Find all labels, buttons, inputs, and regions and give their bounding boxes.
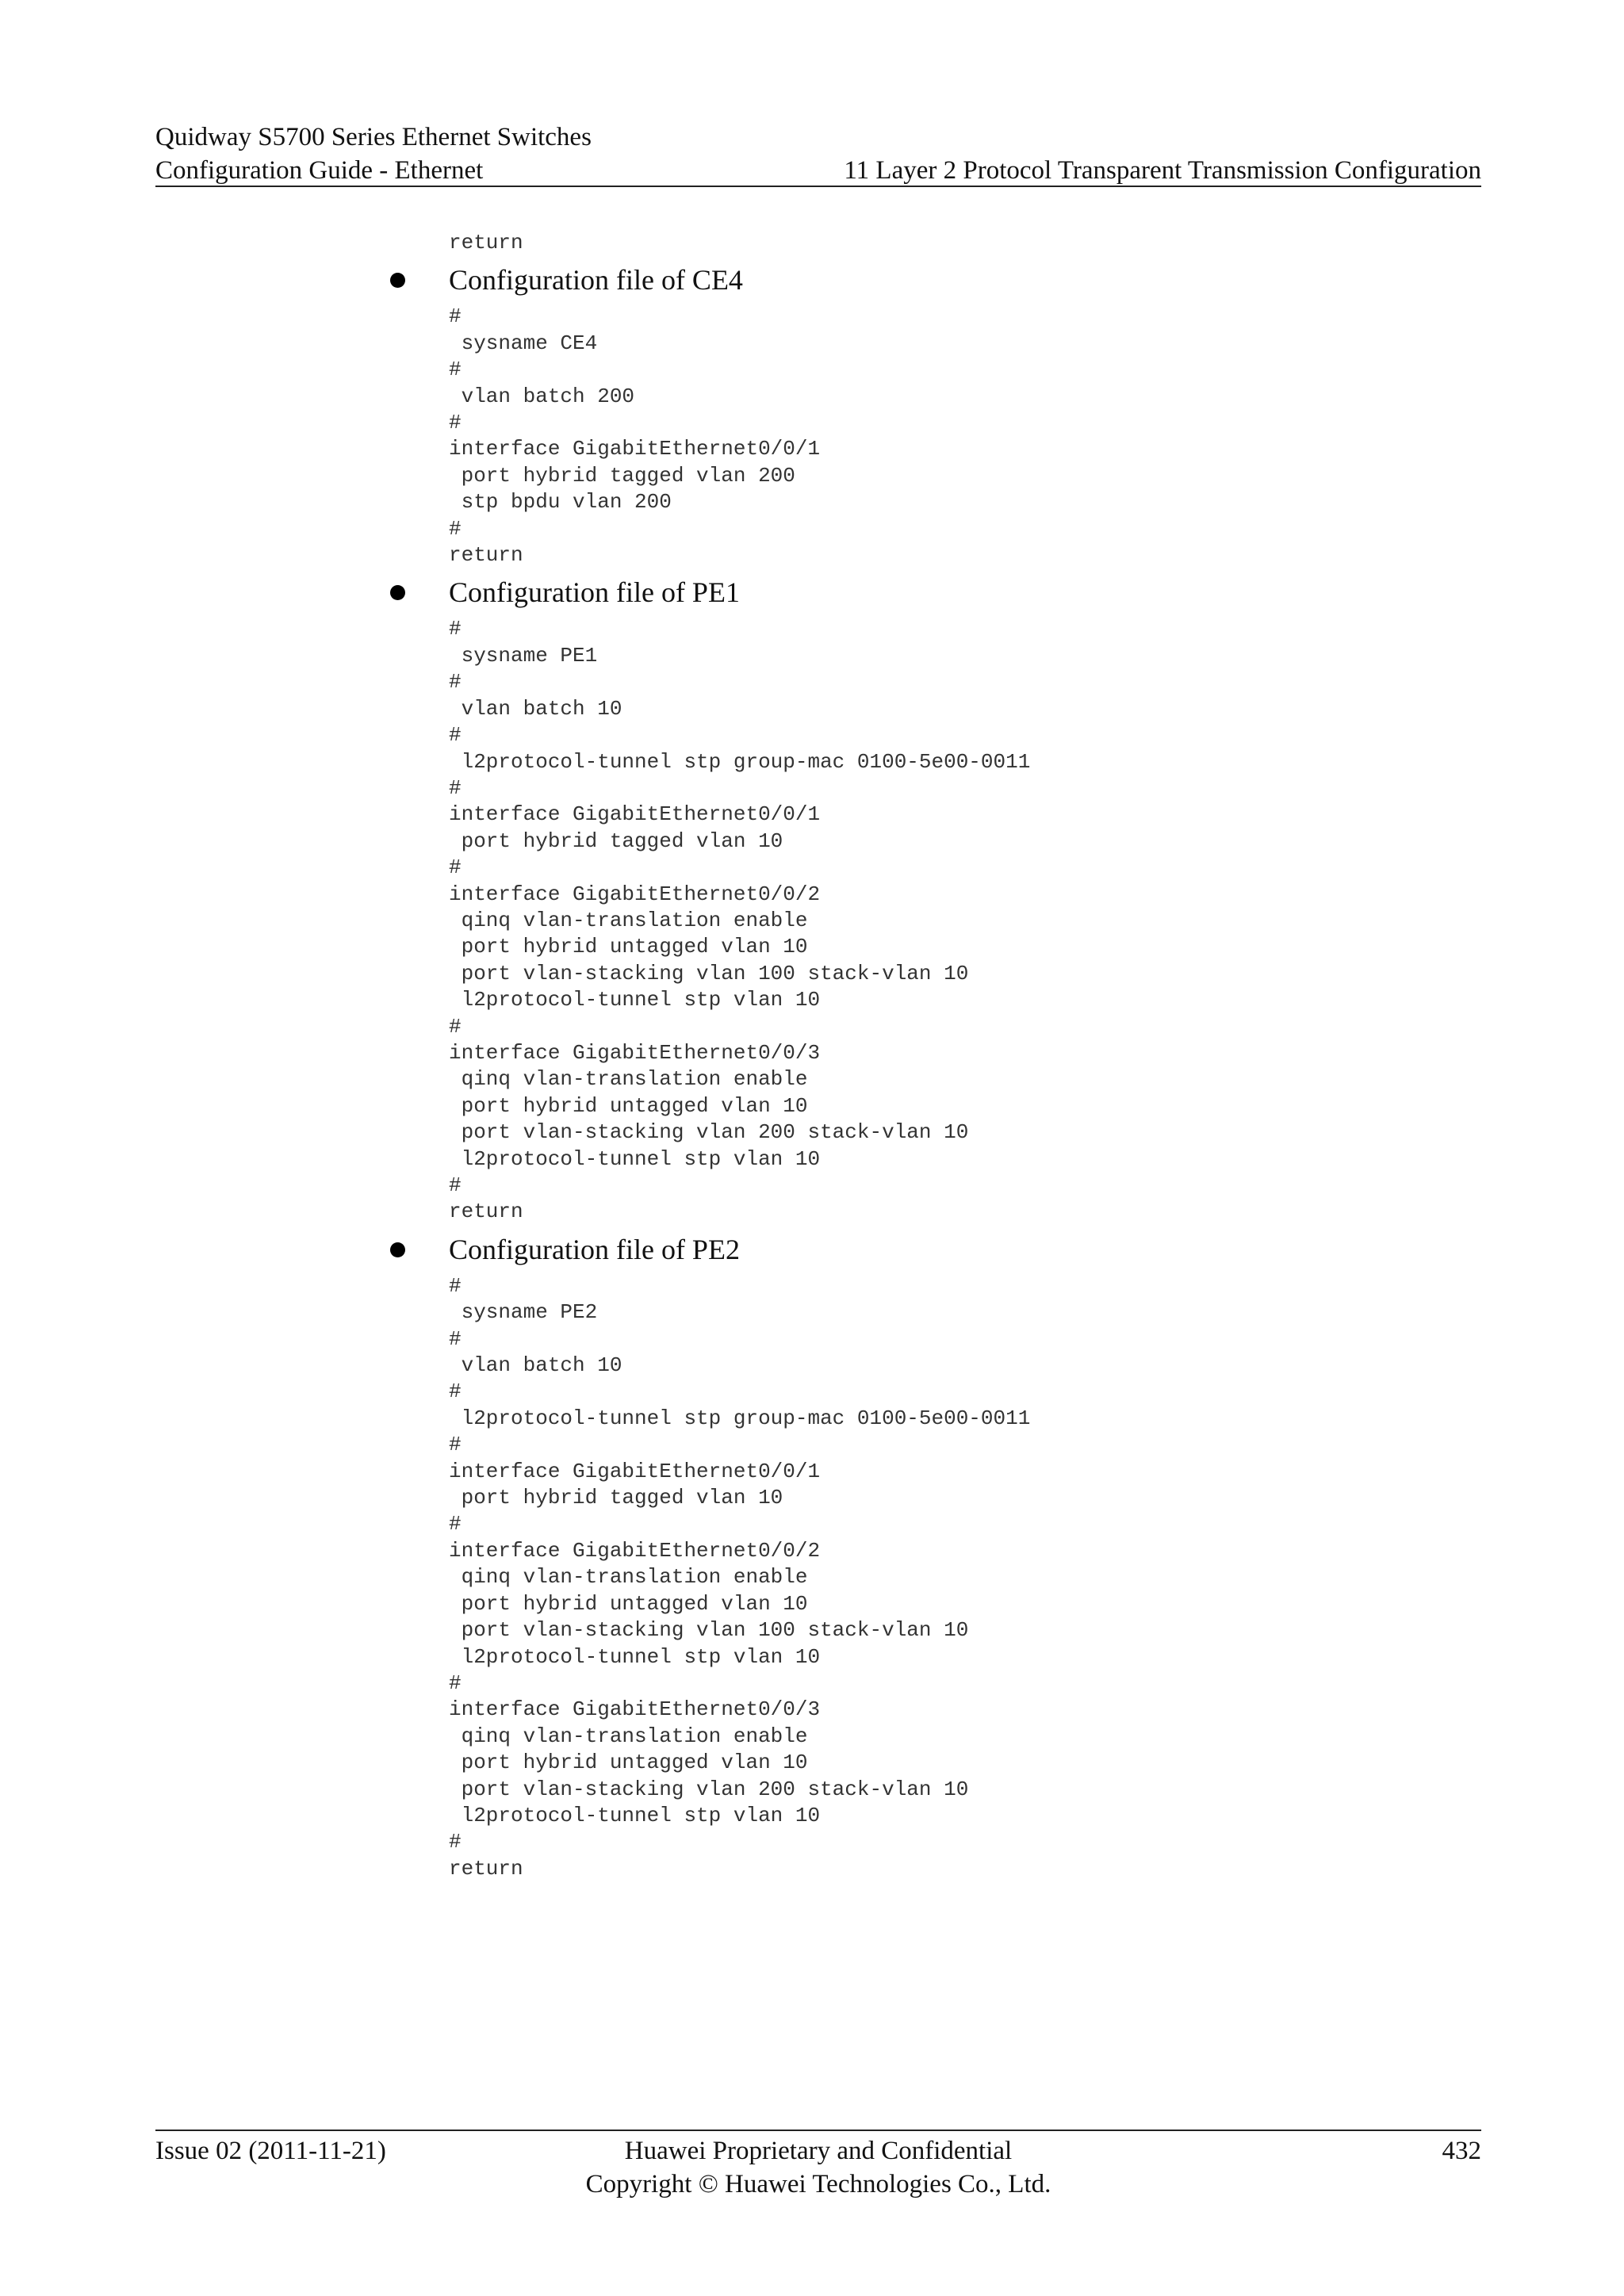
section-heading — [0, 256, 1624, 304]
section-title: Configuration file of PE2 — [449, 1233, 740, 1265]
chapter-title: 11 Layer 2 Protocol Transparent Transmission Configuration — [844, 156, 1481, 185]
bullet-icon — [390, 273, 405, 288]
bullet-icon — [390, 1242, 405, 1257]
section-heading — [0, 568, 1624, 616]
section-title: Configuration file of CE4 — [449, 264, 743, 297]
document-title: Quidway S5700 Series Ethernet Switches — [155, 123, 592, 151]
page-header — [155, 117, 1481, 186]
section-ce4 — [0, 256, 1624, 568]
section-title: Configuration file of PE1 — [449, 576, 740, 609]
code-block-ce4: # sysname CE4 # vlan batch 200 # interface GigabitEthernet0/0/1 port hybrid tagged vlan 200 stp bpdu vlan 200 # return — [449, 304, 821, 568]
section-pe1 — [0, 568, 1624, 1225]
guide-title: Configuration Guide - Ethernet — [155, 156, 484, 185]
footer-center — [155, 2134, 1481, 2201]
copyright-notice: Copyright © Huawei Technologies Co., Ltd. — [585, 2170, 1051, 2198]
page-footer — [155, 2134, 1481, 2206]
issue-label: Issue 02 (2011-11-21) — [155, 2137, 386, 2165]
bullet-icon — [390, 585, 405, 600]
code-block-pe1: # sysname PE1 # vlan batch 10 # l2protocol-tunnel stp group-mac 0100-5e00-0011 # interface GigabitEthernet0/0/1 port hybrid tagged vlan 10 # interface GigabitEthernet0/0/2 qinq vlan-translation enable port hybrid untagged vlan 10 port vlan-stacking vlan 100 stack-vlan 10 l2protocol-tunnel stp vlan 10 # interface GigabitEthernet0/0/3 qinq vlan-translation enable port hybrid untagged vlan 10 port vlan-stacking vlan 200 stack-vlan 10 l2protocol-tunnel stp vlan 10 # return — [449, 617, 1031, 1224]
code-block-intro: return — [449, 231, 523, 254]
page-number: 432 — [1442, 2137, 1481, 2165]
footer-divider — [155, 2130, 1481, 2131]
code-block-pe2: # sysname PE2 # vlan batch 10 # l2protocol-tunnel stp group-mac 0100-5e00-0011 # interface GigabitEthernet0/0/1 port hybrid tagged vlan 10 # interface GigabitEthernet0/0/2 qinq vlan-translation enable port hybrid untagged vlan 10 port vlan-stacking vlan 100 stack-vlan 10 l2protocol-tunnel stp vlan 10 # interface GigabitEthernet0/0/3 qinq vlan-translation enable port hybrid untagged vlan 10 port vlan-stacking vlan 200 stack-vlan 10 l2protocol-tunnel stp vlan 10 # return — [449, 1273, 1031, 1881]
section-pe2 — [0, 1226, 1624, 1882]
page-body — [0, 230, 1624, 1882]
proprietary-notice: Huawei Proprietary and Confidential — [624, 2137, 1013, 2165]
section-heading — [0, 1226, 1624, 1273]
header-divider — [155, 186, 1481, 187]
